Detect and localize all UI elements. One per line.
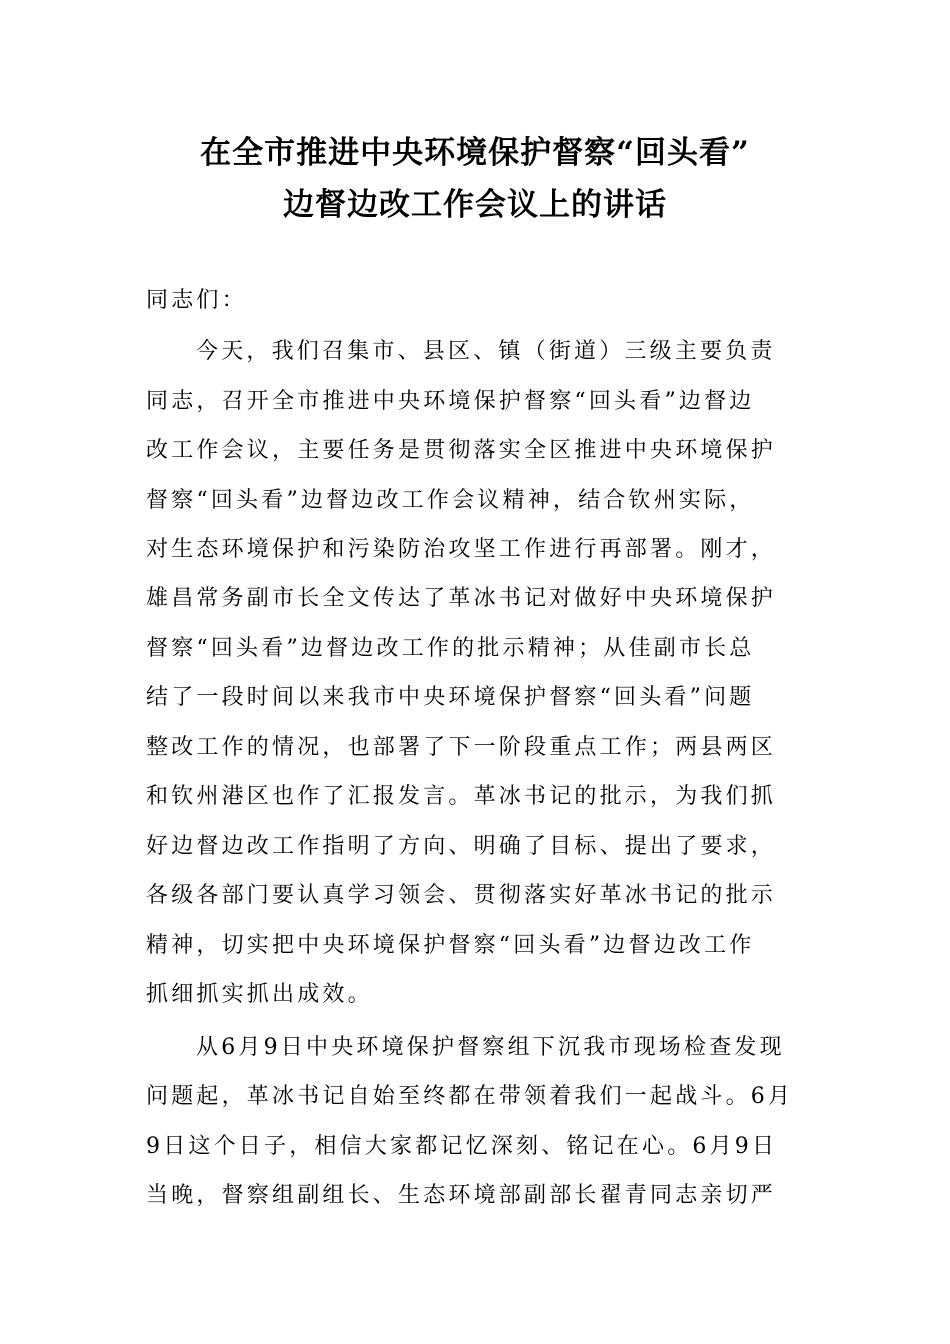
salutation: 同志们： <box>146 288 247 313</box>
document-title-line-2: 边督边改工作会议上的讲话 <box>283 187 667 223</box>
paragraph-1-line-11: 好边督边改工作指明了方向、明确了目标、提出了要求， <box>146 834 777 859</box>
paragraph-1-line-12: 各级各部门要认真学习领会、贯彻落实好革冰书记的批示 <box>146 883 777 908</box>
paragraph-2-line-3: 9日这个日子，相信大家都记忆深刻、铭记在心。6月9日 <box>146 1134 778 1159</box>
paragraph-1-line-1: 今天，我们召集市、县区、镇（街道）三级主要负责 <box>196 339 776 364</box>
paragraph-2-line-1: 从6月9日中央环境保护督察组下沉我市现场检查发现 <box>196 1035 785 1060</box>
paragraph-1-line-4: 督察“回头看”边督边改工作会议精神，结合钦州实际， <box>146 488 755 513</box>
paragraph-1-line-14: 抓细抓实抓出成效。 <box>146 982 373 1007</box>
paragraph-1-line-2: 同志，召开全市推进中央环境保护督察“回头看”边督边 <box>146 389 755 414</box>
paragraph-1-line-13: 精神，切实把中央环境保护督察“回头看”边督边改工作 <box>146 933 755 958</box>
paragraph-1-line-9: 整改工作的情况，也部署了下一阶段重点工作；两县两区 <box>146 735 777 760</box>
paragraph-1-line-6: 雄昌常务副市长全文传达了革冰书记对做好中央环境保护 <box>146 586 777 611</box>
paragraph-2-line-4: 当晚，督察组副组长、生态环境部副部长翟青同志亲切严 <box>146 1183 777 1208</box>
paragraph-1-line-3: 改工作会议，主要任务是贯彻落实全区推进中央环境保护 <box>146 438 777 463</box>
paragraph-2-line-2: 问题起，革冰书记自始至终都在带领着我们一起战斗。6月 <box>146 1084 794 1109</box>
paragraph-1-line-10: 和钦州港区也作了汇报发言。革冰书记的批示，为我们抓 <box>146 784 777 809</box>
paragraph-1-line-8: 结了一段时间以来我市中央环境保护督察“回头看”问题 <box>146 685 755 710</box>
paragraph-1-line-5: 对生态环境保护和污染防治攻坚工作进行再部署。刚才， <box>146 537 777 562</box>
paragraph-1-line-7: 督察“回头看”边督边改工作的批示精神；从佳副市长总 <box>146 636 755 661</box>
document-title-line-1: 在全市推进中央环境保护督察“回头看” <box>200 135 750 171</box>
